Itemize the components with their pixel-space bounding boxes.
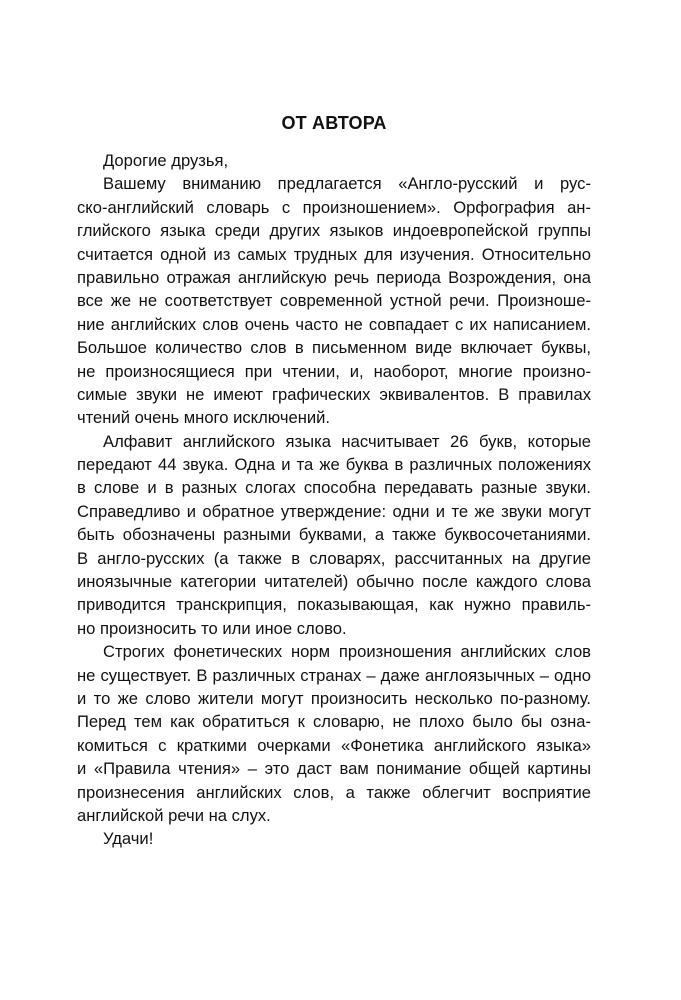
- text-line: Строгих фонетических норм произношения английских слов: [103, 642, 591, 662]
- text-line: глийского языка среди других языков индоевропейской группы: [77, 221, 591, 241]
- text-line: ние английских слов очень часто не совпадает с их написанием.: [77, 314, 591, 334]
- text-line: английской речи на слух.: [77, 805, 271, 825]
- text-line: передают 44 звука. Одна и та же буква в различных положениях: [77, 455, 591, 475]
- text-line: и то же слово жители могут произносить несколько по-разному.: [77, 688, 591, 708]
- text-line: Перед тем как обратиться к словарю, не плохо было бы озна-: [77, 712, 591, 732]
- text-line: Алфавит английского языка насчитывает 26 букв, которые: [103, 431, 591, 451]
- text-line: в слове и в разных слогах способна передавать разные звуки.: [77, 478, 591, 498]
- text-line: и «Правила чтения» – это даст вам понимание общей картины: [77, 759, 591, 779]
- text-line: чтений очень много исключений.: [77, 408, 331, 428]
- page-title: ОТ АВТОРА: [281, 113, 387, 133]
- text-line: приводится транскрипция, показывающая, как нужно правиль-: [77, 595, 591, 615]
- text-line: быть обозначены разными буквами, а также буквосочетаниями.: [77, 525, 591, 545]
- text-line: Удачи!: [103, 829, 154, 849]
- text-line: иноязычные категории читателей) обычно после каждого слова: [77, 572, 591, 592]
- text-line: В англо-русских (а также в словарях, рассчитанных на другие: [77, 548, 591, 568]
- text-line: но произносить то или иное слово.: [77, 618, 347, 638]
- text-line: Вашему вниманию предлагается «Англо-русский и рус-: [103, 174, 591, 194]
- body-text: [77, 149, 591, 851]
- text-line: комиться с краткими очерками «Фонетика английского языка»: [77, 735, 591, 755]
- text-line: Дорогие друзья,: [103, 151, 229, 170]
- text-line: Большое количество слов в письменном виде включает буквы,: [77, 338, 591, 358]
- text-line: ско-английский словарь с произношением». Орфография ан-: [77, 197, 591, 217]
- text-line: не произносящиеся при чтении, и, наоборот, многие произно-: [77, 361, 591, 381]
- text-line: произнесения английских слов, а также облегчит восприятие: [77, 782, 591, 802]
- text-line: правильно отражая английскую речь периода Возрождения, она: [77, 267, 591, 287]
- text-line: Справедливо и обратное утверждение: одни и те же звуки могут: [77, 501, 591, 521]
- text-line: симые звуки не имеют графических эквивалентов. В правилах: [77, 384, 591, 404]
- text-line: все же не соответствует современной устной речи. Произноше-: [77, 291, 591, 311]
- text-line: не существует. В различных странах – даже англоязычных – одно: [77, 665, 591, 685]
- text-line: считается одной из самых трудных для изучения. Относительно: [77, 244, 591, 264]
